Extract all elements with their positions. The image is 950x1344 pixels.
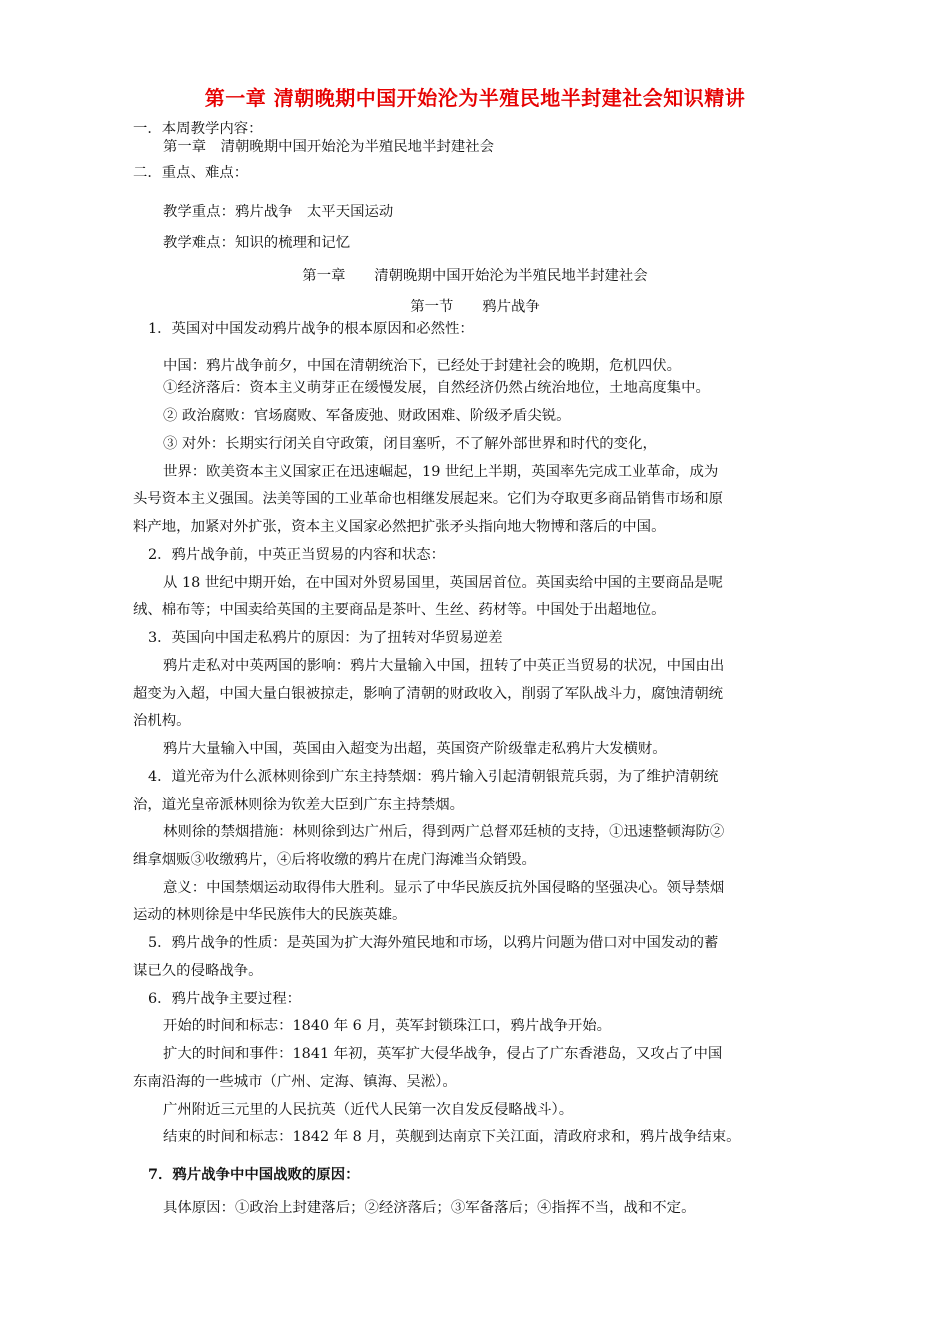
paragraph-line: 广州附近三元里的人民抗英（近代人民第一次自发反侵略战斗）。 — [163, 1102, 574, 1118]
section-heading: 第一节 鸦片战争 — [410, 299, 540, 315]
paragraph-line: 绒、棉布等；中国卖给英国的主要商品是茶叶、生丝、药材等。中国处于出超地位。 — [133, 602, 666, 618]
section-heading-keypoints: 二．重点、难点： — [133, 165, 249, 181]
paragraph-line: 3．英国向中国走私鸦片的原因：为了扭转对华贸易逆差 — [148, 630, 503, 646]
teaching-difficulty: 教学难点：知识的梳理和记忆 — [163, 235, 351, 251]
paragraph-line: 林则徐的禁烟措施：林则徐到达广州后，得到两广总督邓廷桢的支持，①迅速整顿海防② — [163, 824, 725, 840]
paragraph-line: 治机构。 — [133, 713, 191, 729]
paragraph-line: 6．鸦片战争主要过程： — [148, 991, 302, 1007]
paragraph-line: 中国：鸦片战争前夕，中国在清朝统治下，已经处于封建社会的晚期，危机四伏。 — [163, 358, 682, 374]
paragraph-line: 世界：欧美资本主义国家正在迅速崛起，19 世纪上半期，英国率先完成工业革命，成为 — [163, 464, 719, 480]
paragraph-heading: 7．鸦片战争中中国战败的原因： — [148, 1166, 360, 1183]
paragraph-line: 鸦片走私对中英两国的影响：鸦片大量输入中国，扭转了中英正当贸易的状况，中国由出 — [163, 658, 725, 674]
paragraph-line: 从 18 世纪中期开始，在中国对外贸易国里，英国居首位。英国卖给中国的主要商品是呢 — [163, 575, 723, 591]
paragraph-line: 2．鸦片战争前，中英正当贸易的内容和状态： — [148, 547, 445, 563]
paragraph-line: 开始的时间和标志：1840 年 6 月，英军封锁珠江口，鸦片战争开始。 — [163, 1018, 612, 1034]
paragraph-line: 治，道光皇帝派林则徐为钦差大臣到广东主持禁烟。 — [133, 797, 464, 813]
paragraph-line: 头号资本主义强国。法美等国的工业革命也相继发展起来。它们为夺取更多商品销售市场和原 — [133, 491, 724, 507]
paragraph-line: 扩大的时间和事件：1841 年初，英军扩大侵华战争，侵占了广东香港岛，又攻占了中国 — [163, 1046, 723, 1062]
paragraph-line: 具体原因：①政治上封建落后；②经济落后；③军备落后；④指挥不当，战和不定。 — [163, 1200, 696, 1216]
chapter-line: 第一章 清朝晚期中国开始沦为半殖民地半封建社会 — [163, 139, 494, 155]
paragraph-line: 料产地，加紧对外扩张，资本主义国家必然把扩张矛头指向地大物博和落后的中国。 — [133, 519, 666, 535]
chapter-heading: 第一章 清朝晚期中国开始沦为半殖民地半封建社会 — [302, 268, 648, 284]
paragraph-line: 缉拿烟贩③收缴鸦片，④后将收缴的鸦片在虎门海滩当众销毁。 — [133, 852, 536, 868]
paragraph-line: 4．道光帝为什么派林则徐到广东主持禁烟：鸦片输入引起清朝银荒兵弱，为了维护清朝统 — [148, 769, 719, 785]
teaching-focus: 教学重点：鸦片战争 太平天国运动 — [163, 204, 394, 220]
document-title: 第一章 清朝晚期中国开始沦为半殖民地半封建社会知识精讲 — [204, 86, 746, 110]
paragraph-line: 1．英国对中国发动鸦片战争的根本原因和必然性： — [148, 321, 474, 337]
paragraph-line: 鸦片大量输入中国，英国由入超变为出超，英国资产阶级靠走私鸦片大发横财。 — [163, 741, 667, 757]
paragraph-line: ③ 对外：长期实行闭关自守政策，闭目塞听，不了解外部世界和时代的变化， — [163, 436, 657, 452]
paragraph-line: 运动的林则徐是中华民族伟大的民族英雄。 — [133, 907, 407, 923]
paragraph-line: 谋已久的侵略战争。 — [133, 963, 263, 979]
paragraph-line: 结束的时间和标志：1842 年 8 月，英舰到达南京下关江面，清政府求和，鸦片战争结束。 — [163, 1129, 741, 1145]
paragraph-line: 超变为入超，中国大量白银被掠走，影响了清朝的财政收入，削弱了军队战斗力，腐蚀清朝统 — [133, 686, 724, 702]
paragraph-line: 意义：中国禁烟运动取得伟大胜利。显示了中华民族反抗外国侵略的坚强决心。领导禁烟 — [163, 880, 725, 896]
section-heading-content: 一．本周教学内容： — [133, 121, 263, 137]
paragraph-line: 5．鸦片战争的性质：是英国为扩大海外殖民地和市场，以鸦片问题为借口对中国发动的蓄 — [148, 935, 719, 951]
paragraph-line: ② 政治腐败：官场腐败、军备废弛、财政困难、阶级矛盾尖锐。 — [163, 408, 571, 424]
paragraph-line: 东南沿海的一些城市（广州、定海、镇海、吴淞）。 — [133, 1074, 457, 1090]
paragraph-line: ①经济落后：资本主义萌芽正在缓慢发展，自然经济仍然占统治地位，土地高度集中。 — [163, 380, 710, 396]
